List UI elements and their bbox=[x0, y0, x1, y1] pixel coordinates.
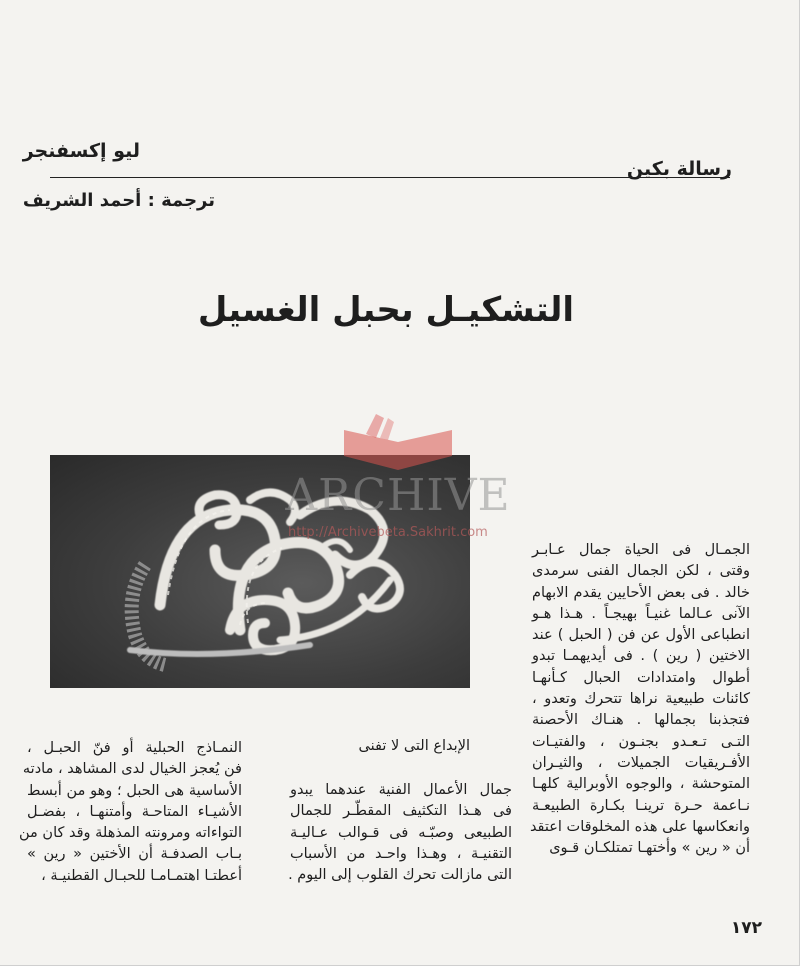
text-line: فن يُعجز الخيال لدى المشاهد ، مادته bbox=[22, 761, 242, 778]
text-line: النمـاذج الحبلية أو فنّ الحبـل ، bbox=[27, 740, 242, 756]
text-line: الجمـال فى الحياة جمال عـابـر bbox=[532, 542, 750, 558]
text-line: خالد . فى بعض الأحايين يقدم الابهام bbox=[532, 584, 750, 601]
text-line: الأشيـاء المتاحـة وأمتنهـا ، بفضـل bbox=[27, 803, 242, 820]
author-name: ليو إكسفنجر bbox=[22, 140, 140, 162]
text-line: المتوحشة ، والوجوه الأوبرالية كلهـا bbox=[532, 776, 750, 793]
text-line: أن « رين » وأختهـا تمتلكـان قـوى bbox=[549, 840, 750, 857]
text-line: وقتى ، لكن الجمال الفنى سرمدى bbox=[532, 563, 750, 580]
text-line: الطبيعى وصبّـه فى قـوالب عـاليـة bbox=[290, 824, 512, 841]
translator-credit: ترجمة : أحمد الشريف bbox=[22, 190, 215, 211]
text-line: الآنى عـالما غنيـاً بهيجـاً . هـذا هـو bbox=[532, 605, 750, 622]
text-column-left bbox=[19, 738, 242, 887]
text-line: وانعكاسها على هذه المخلوقات اعتقد bbox=[529, 818, 750, 835]
text-line: الاختين ( رين ) . فى أيديهمـا تبدو bbox=[532, 648, 750, 665]
text-line: أطوال وامتدادات الحبال كـأنهـا bbox=[532, 669, 750, 686]
text-line: بـاب الصدفـة أن الأختين « رين » bbox=[27, 846, 242, 863]
text-line: التى مازالت تحرك القلوب إلى اليوم . bbox=[288, 867, 512, 884]
text-line: جمال الأعمال الفنية عندهما يبدو bbox=[290, 782, 512, 798]
watermark-url: http://Archivebeta.Sakhrit.com bbox=[288, 525, 488, 540]
column-subhead: الإبداع التى لا تفنى bbox=[358, 738, 470, 754]
text-line: أعطتـا اهتمـامـا للحبـال القطنيـة ، bbox=[41, 867, 242, 884]
text-line: فتجذبنا بجمالها . هنـاك الأحصنة bbox=[532, 712, 750, 729]
text-line: التقنيـة ، وهـذا واحـد من الأسباب bbox=[290, 845, 512, 862]
text-column-right bbox=[529, 540, 750, 859]
text-line: نـاعمة حـرة ترينـا بكـارة الطبيعـة bbox=[532, 797, 750, 814]
text-line: كائنات طبيعية نراها تتحرك وتعدو ، bbox=[532, 691, 750, 708]
rope-sculpture-image bbox=[50, 455, 470, 688]
text-line: الأفـريقيات الجميلات ، والثيـران bbox=[532, 754, 750, 771]
text-line: انطباعى الأول عن فن ( الحبل ) عند bbox=[532, 627, 750, 644]
rope-sculpture-photo bbox=[50, 455, 470, 688]
article-title: التشكيـل بحبل الغسيل bbox=[197, 290, 574, 330]
text-line: التـى تـعـدو بجنـون ، والفتيـات bbox=[532, 733, 750, 750]
text-column-middle bbox=[290, 780, 512, 886]
header-rule bbox=[50, 177, 730, 178]
text-line: التواءاته ومرونته المذهلة وقد كان من bbox=[19, 825, 242, 842]
text-line: الأساسية هى الحبل ؛ وهو من أبسط bbox=[27, 782, 242, 799]
watermark-name: ARCHIVE bbox=[285, 470, 511, 521]
page-number: ١٧٢ bbox=[730, 918, 762, 938]
section-title: رسالة بكين bbox=[626, 158, 732, 180]
text-line: فى هـذا التكثيف المقطّـر للجمال bbox=[290, 803, 512, 820]
